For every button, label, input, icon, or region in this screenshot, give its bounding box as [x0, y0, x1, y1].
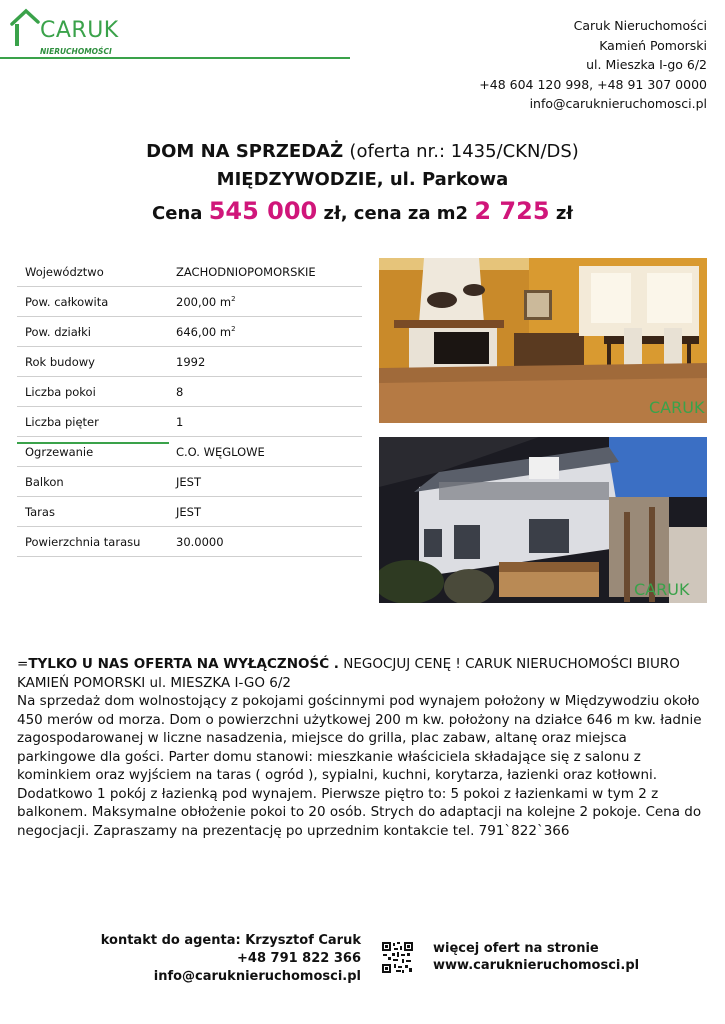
param-row: [17, 497, 362, 527]
offer-description: [17, 655, 707, 840]
more-offers-url[interactable]: www.caruknieruchomosci.pl: [433, 958, 640, 973]
param-row: [17, 257, 362, 287]
photo-watermark: CARUK: [649, 398, 705, 417]
param-label: Liczba pokoi: [17, 377, 168, 407]
agent-phone[interactable]: +48 791 822 366: [237, 951, 361, 966]
param-row: [17, 437, 362, 467]
param-row: [17, 287, 362, 317]
param-row: [17, 317, 362, 347]
table-accent-line: [17, 442, 169, 444]
property-params-table: [17, 257, 362, 557]
param-value: [168, 407, 362, 437]
param-value-unit-exponent: 2: [231, 294, 236, 303]
param-label: Województwo: [17, 257, 168, 287]
offer-location: MIĘDZYWODZIE, ul. Parkowa: [216, 169, 509, 190]
logo-name: CARUK: [40, 18, 119, 43]
offer-heading-line: [0, 138, 725, 166]
company-contact: [479, 16, 707, 114]
offer-title: [0, 138, 725, 231]
param-value: [168, 497, 362, 527]
param-value-text: 1: [176, 414, 184, 429]
offer-heading: DOM NA SPRZEDAŻ: [146, 141, 344, 162]
param-value-text: 1992: [176, 354, 206, 369]
price-per-m2: 2 725: [474, 197, 550, 225]
param-value: [168, 527, 362, 557]
price-label: Cena: [152, 203, 203, 224]
param-label: Powierzchnia tarasu: [17, 527, 168, 557]
param-value-text: 646,00 m: [176, 324, 232, 339]
logo-subtitle: NIERUCHOMOŚCI: [40, 47, 112, 56]
param-row: [17, 407, 362, 437]
param-row: [17, 467, 362, 497]
photo-watermark-2: CARUK: [634, 580, 690, 599]
agent-label: kontakt do agenta: Krzysztof Caruk: [100, 933, 361, 948]
param-value-text: 200,00 m: [176, 294, 232, 309]
house-logo-icon: [10, 8, 40, 48]
param-value-unit-exponent: 2: [231, 324, 236, 333]
interior-photo: [379, 258, 707, 423]
company-city: Kamień Pomorski: [599, 37, 707, 53]
header-divider: [0, 57, 350, 59]
qr-code-icon[interactable]: [382, 942, 413, 973]
param-label: Rok budowy: [17, 347, 168, 377]
company-street: ul. Mieszka I-go 6/2: [586, 57, 707, 72]
param-value: [168, 467, 362, 497]
param-value-text: JEST: [176, 474, 201, 489]
company-logo: [10, 8, 120, 56]
param-label: Pow. działki: [17, 317, 168, 347]
param-value: [168, 257, 362, 287]
agent-email[interactable]: info@caruknieruchomosci.pl: [153, 969, 361, 984]
param-value-text: JEST: [176, 504, 201, 519]
param-label: Pow. całkowita: [17, 287, 168, 317]
param-value: [168, 377, 362, 407]
agent-contact: [101, 932, 361, 986]
desc-prefix: =: [17, 656, 29, 672]
price-value: 545 000: [208, 197, 318, 225]
price-unit: zł, cena za m2: [323, 203, 469, 224]
param-value-text: C.O. WĘGLOWE: [176, 444, 265, 459]
desc-lead-rest: NEGOCJUJ CENĘ ! CARUK NIERUCHOMOŚCI BIURO KAMIEŃ POMORSKI ul. MIESZKA I-GO 6/2: [17, 656, 680, 691]
param-label: Liczba pięter: [17, 407, 168, 437]
param-label: Ogrzewanie: [17, 437, 168, 467]
more-offers-label: więcej ofert na stronie: [433, 941, 599, 956]
param-value: [168, 317, 362, 347]
param-value-text: ZACHODNIOPOMORSKIE: [176, 264, 316, 279]
exterior-photo: [379, 437, 707, 603]
desc-lead-bold: TYLKO U NAS OFERTA NA WYŁĄCZNOŚĆ .: [28, 656, 339, 672]
param-row: [17, 527, 362, 557]
desc-body: Na sprzedaż dom wolnostojący z pokojami gościnnymi pod wynajem położony w Międzywodziu około 450 merów od morza. Dom o powierzchni użytkowej 200 m kw. położony na działce 646 m kw. ładnie zagospodarowanej w liczne nasadzenia, miejsce do grilla, plac zabaw, altanę oraz miejsca parkingowe dla gości. Parter domu stanowi: mieszkanie właściciela składające się z salonu z kominkiem oraz wyjściem na taras ( ogród ), sypialni, kuchni, korytarza, łazienki oraz kotłowni. Dodatkowo 1 pokój z łazienką pod wynajem. Pierwsze piętro to: 5 pokoi z łazienkami w tym 2 z balkonem. Maksymalne obłożenie pokoi to 20 osób. Strych do adaptacji na kolejne 2 pokoje. Cena do negocjacji. Zapraszamy na prezentację po uprzednim kontakcie tel. 791`822`366: [17, 693, 702, 839]
price-per-m2-unit: zł: [555, 203, 573, 224]
param-value: [168, 437, 362, 467]
company-email[interactable]: info@caruknieruchomosci.pl: [529, 96, 707, 111]
param-label: Taras: [17, 497, 168, 527]
param-label: Balkon: [17, 467, 168, 497]
company-phones: +48 604 120 998, +48 91 307 0000: [479, 76, 707, 92]
param-value-text: 30.0000: [176, 534, 224, 549]
offer-number: (oferta nr.: 1435/CKN/DS): [349, 141, 579, 162]
param-row: [17, 377, 362, 407]
param-row: [17, 347, 362, 377]
company-name: Caruk Nieruchomości: [573, 18, 707, 33]
offer-price-line: [0, 194, 725, 231]
param-value-text: 8: [176, 384, 184, 399]
param-value: [168, 347, 362, 377]
param-value: [168, 287, 362, 317]
more-offers: [433, 940, 639, 974]
